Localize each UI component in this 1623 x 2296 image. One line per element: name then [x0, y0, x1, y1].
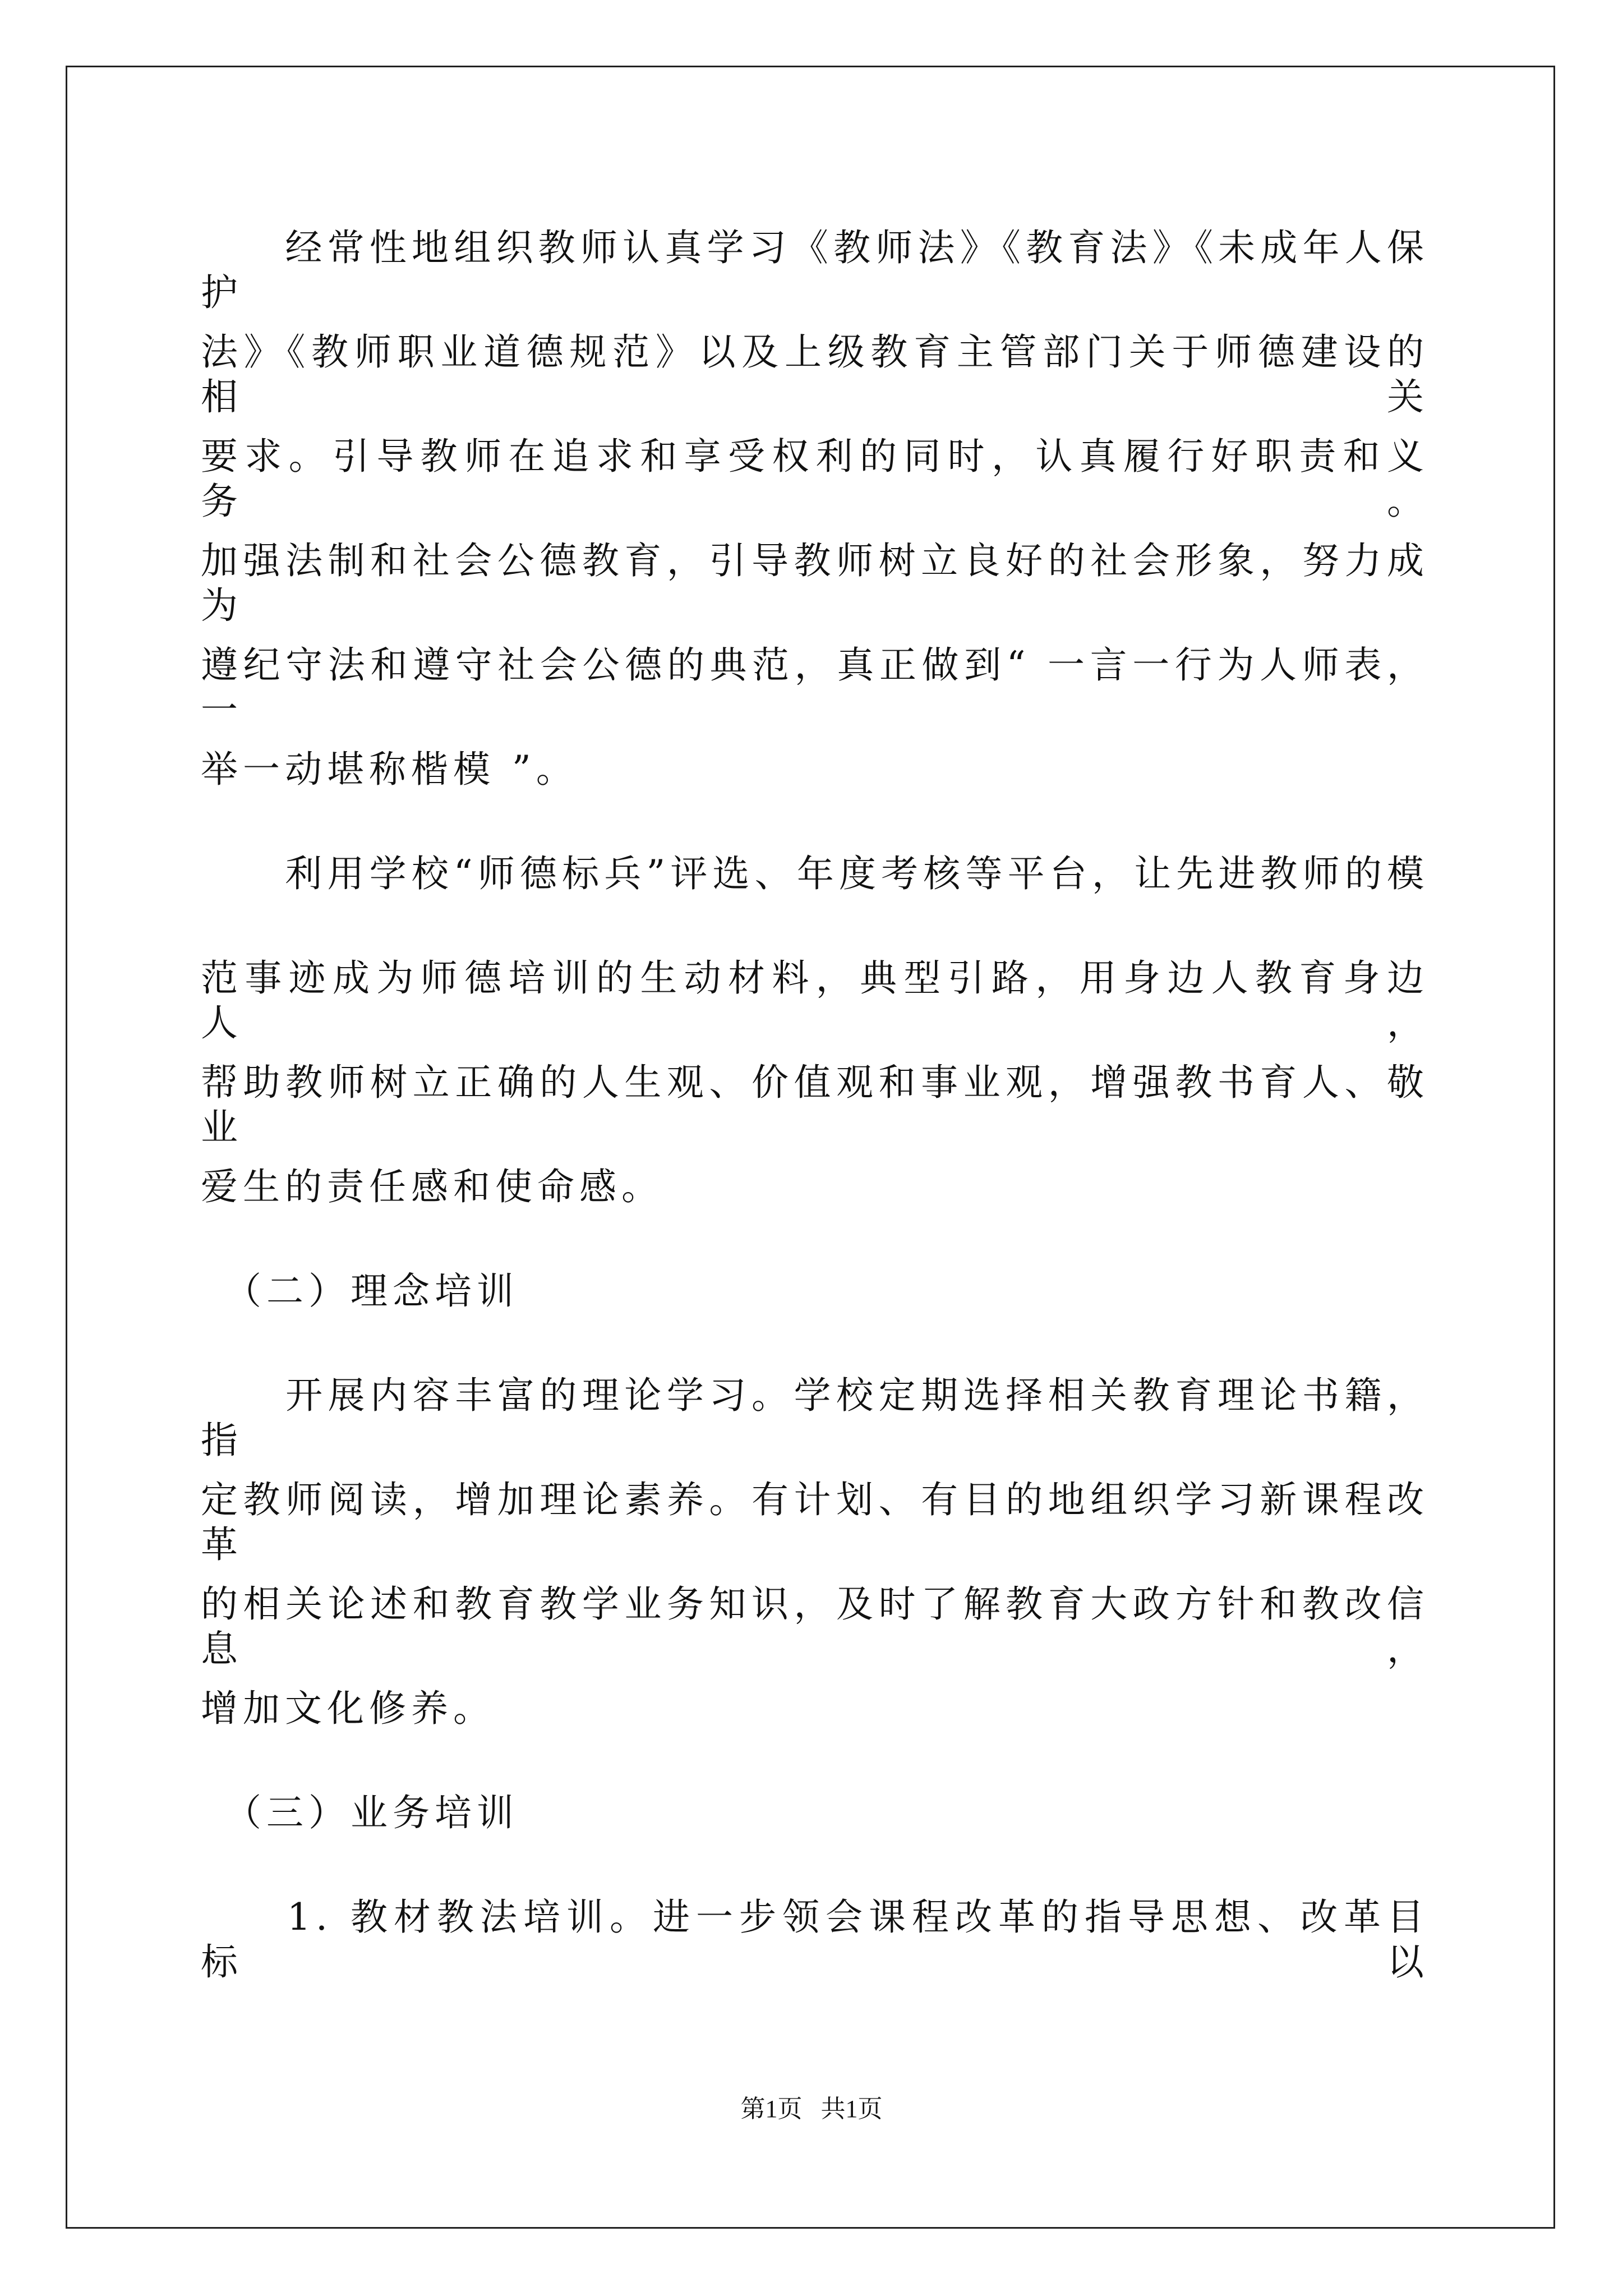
text-line-14: 的相关论述和教育教学业务知识，及时了解教育大政方针和教改信息，: [201, 1582, 1429, 1671]
text-line-7: 利用学校“师德标兵”评选、年度考核等平台，让先进教师的模: [201, 852, 1429, 895]
text-line-1: 经常性地组织教师认真学习《教师法》《教育法》《未成年人保护: [201, 226, 1429, 314]
text-line-6: 举一动堪称楷模 ”。: [201, 748, 578, 791]
text-line-17: 1. 教材教法培训。进一步领会课程改革的指导思想、改革目标以: [201, 1895, 1429, 1984]
page-footer: 第1页 共1页: [740, 2095, 883, 2123]
section-heading-3: （三）业务培训: [201, 1791, 519, 1834]
text-line-9: 帮助教师树立正确的人生观、价值观和事业观，增强教书育人、敬业: [201, 1061, 1429, 1149]
text-line-3: 要求。引导教师在追求和享受权利的同时，认真履行好职责和义务。: [201, 435, 1429, 523]
text-line-10: 爱生的责任感和使命感。: [201, 1165, 663, 1208]
text-line-2: 法》《教师职业道德规范》以及上级教育主管部门关于师德建设的相关: [201, 330, 1429, 418]
text-line-15: 增加文化修养。: [201, 1687, 495, 1730]
text-line-4: 加强法制和社会公德教育，引导教师树立良好的社会形象，努力成为: [201, 539, 1429, 627]
text-line-5: 遵纪守法和遵守社会公德的典范，真正做到“ 一言一行为人师表，一: [201, 643, 1429, 731]
text-line-13: 定教师阅读，增加理论素养。有计划、有目的地组织学习新课程改革: [201, 1478, 1429, 1566]
text-line-8: 范事迹成为师德培训的生动材料，典型引路，用身边人教育身边人，: [201, 956, 1429, 1045]
section-heading-2: （二）理念培训: [201, 1269, 519, 1313]
text-line-12: 开展内容丰富的理论学习。学校定期选择相关教育理论书籍，指: [201, 1374, 1429, 1462]
